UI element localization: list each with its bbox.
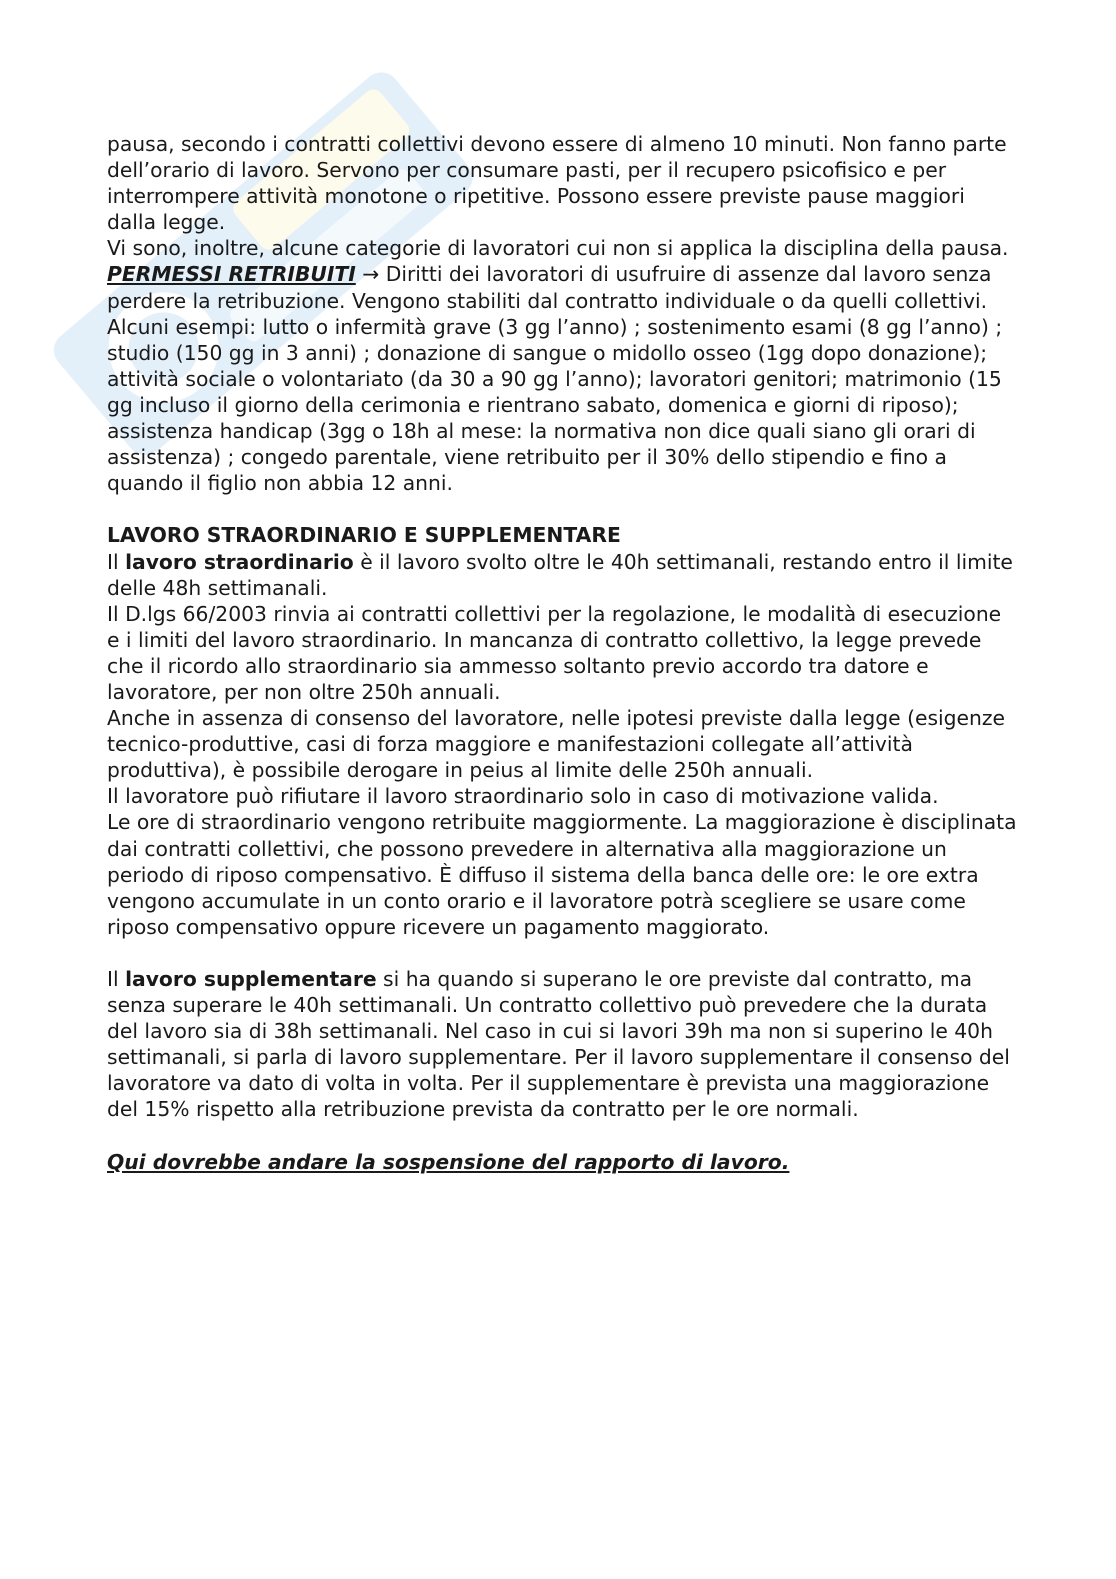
closing-note: Qui dovrebbe andare la sospensione del rapporto di lavoro. [107, 1149, 790, 1174]
permessi-text: Diritti dei lavoratori di usufruire di assenze dal lavoro senza perdere la retribuzione. Vengono stabiliti dal contratto individuale o da quelli collettivi. [107, 262, 992, 313]
spacer [107, 1123, 1017, 1149]
permessi-label: PERMESSI RETRIBUITI [107, 262, 356, 287]
spacer [107, 496, 1017, 522]
arrow-right-icon: → [362, 262, 380, 287]
intro-paragraph: pausa, secondo i contratti collettivi devono essere di almeno 10 minuti. Non fanno parte dell’orario di lavoro. Servono per consumare pasti, per il recupero psicofisico e per interrompere attività monotone o ripetitive. Possono essere previste pause maggiori dalla legge. [107, 132, 1007, 235]
straordinario-paragraph-5: Le ore di straordinario vengono retribuite maggiormente. La maggiorazione è disciplinata dai contratti collettivi, che possono prevedere in alternativa alla maggiorazione un periodo di riposo compensativo. È diffuso il sistema della banca delle ore: le ore extra vengono accumulate in un conto orario e il lavoratore potrà scegliere se usare come riposo compensativo oppure ricevere un pagamento maggiorato. [107, 810, 1017, 939]
section-heading: LAVORO STRAORDINARIO E SUPPLEMENTARE [107, 523, 621, 548]
permessi-paragraph [107, 261, 1017, 313]
straordinario-term: lavoro straordinario [125, 549, 354, 574]
document-page [107, 131, 1017, 1175]
straordinario-prefix: Il [107, 549, 126, 574]
straordinario-paragraph-2: Il D.lgs 66/2003 rinvia ai contratti collettivi per la regolazione, le modalità di esecuzione e i limiti del lavoro straordinario. In mancanza di contratto collettivo, la legge prevede che il ricordo allo straordinario sia ammesso soltanto previo accordo tra datore e lavoratore, per non oltre 250h annuali. [107, 601, 1002, 704]
intro-paragraph-2: Vi sono, inoltre, alcune categorie di lavoratori cui non si applica la disciplina della pausa. [107, 236, 1009, 261]
permessi-examples: Alcuni esempi: lutto o infermità grave (3 gg l’anno) ; sostenimento esami (8 gg l’anno) ; studio (150 gg in 3 anni) ; donazione di sangue o midollo osseo (1gg dopo donazione); attività sociale o volontariato (da 30 a 90 gg l’anno); lavoratori genitori; matrimonio (15 gg incluso il giorno della cerimonia e rientrano sabato, domenica e giorni di riposo); assistenza handicap (3gg o 18h al mese: la normativa non dice quali siano gli orari di assistenza) ; congedo parentale, viene retribuito per il 30% dello stipendio e fino a quando il figlio non abbia 12 anni. [107, 314, 1003, 496]
straordinario-suffix: è il lavoro svolto oltre le 40h settimanali, restando entro il limite delle 48h settimanali. [107, 549, 1013, 600]
spacer [107, 940, 1017, 966]
supplementare-suffix: si ha quando si superano le ore previste dal contratto, ma senza superare le 40h settimanali. Un contratto collettivo può prevedere che la durata del lavoro sia di 38h settimanali. Nel caso in cui si lavori 39h ma non si superino le 40h settimanali, si parla di lavoro supplementare. Per il lavoro supplementare il consenso del lavoratore va dato di volta in volta. Per il supplementare è prevista una maggiorazione del 15% rispetto alla retribuzione prevista da contratto per le ore normali. [107, 967, 1010, 1122]
straordinario-paragraph-1 [107, 549, 1017, 601]
straordinario-paragraph-3: Anche in assenza di consenso del lavoratore, nelle ipotesi previste dalla legge (esigenze tecnico-produttive, casi di forza maggiore e manifestazioni collegate all’attività produttiva), è possibile derogare in peius al limite delle 250h annuali. [107, 706, 1005, 783]
supplementare-term: lavoro supplementare [125, 967, 377, 991]
supplementare-prefix: Il [107, 967, 126, 991]
supplementare-paragraph [107, 966, 1017, 1123]
straordinario-paragraph-4: Il lavoratore può rifiutare il lavoro straordinario solo in caso di motivazione valida. [107, 784, 939, 809]
